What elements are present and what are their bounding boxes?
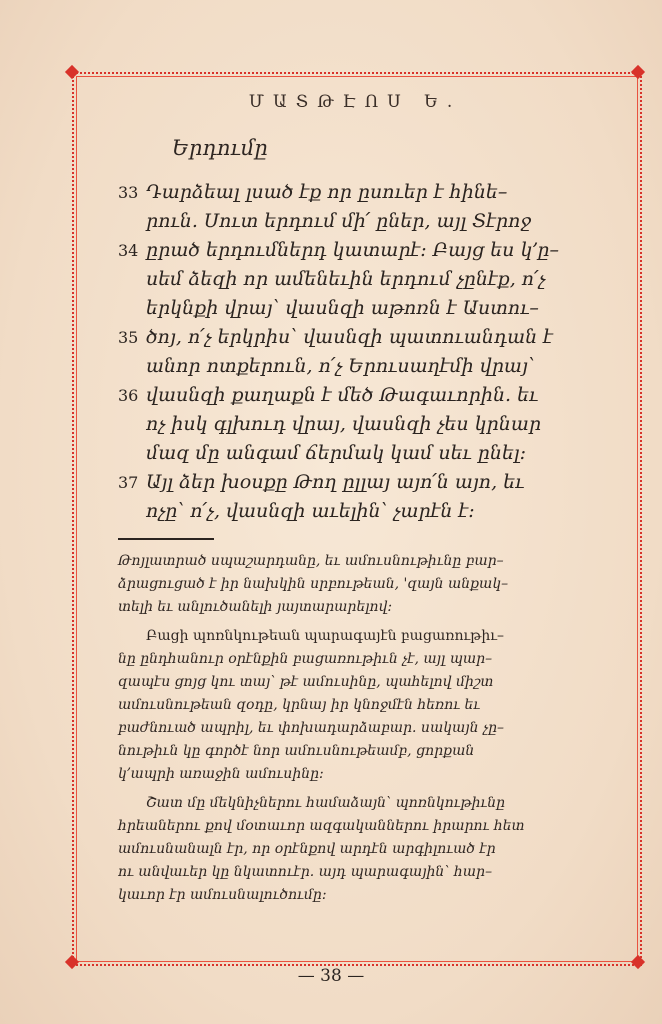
verse-text: ոչը՝ ո՛չ, վասնզի աւելին՝ չարէն է:	[146, 500, 475, 522]
page-number: — 38 —	[297, 966, 365, 986]
verse-number: 37	[118, 473, 139, 492]
verse-number: 34	[118, 241, 139, 260]
footnote-divider	[118, 538, 214, 540]
verse-text: ծոյ, ո՛չ երկրիս՝ վասնզի պատուանդան է	[146, 326, 553, 348]
commentary-line: հրեաներու քով մօտաւոր ազգականներու իրարու հետ	[118, 818, 525, 834]
verse-number: 33	[118, 183, 139, 202]
commentary-line: կաւոր էր ամուսնալուծումը:	[118, 887, 327, 903]
verse-number: 36	[118, 386, 139, 405]
verse-text: րուն. Սուտ երդում մի՛ ըներ, այլ Տէրոջ	[146, 210, 532, 232]
verse-line	[118, 236, 598, 265]
commentary-block	[118, 550, 584, 907]
verse-block	[118, 178, 598, 526]
verse-text: Այլ ձեր խօսքը Թող ըլլայ այո՛ն այո, եւ	[146, 471, 525, 493]
verse-line	[118, 294, 598, 323]
verse-line	[118, 323, 598, 352]
verse-line	[118, 381, 598, 410]
commentary-line: բաժնուած ապրիլ, եւ փոխադարձաբար. սակայն չը–	[118, 720, 504, 736]
verse-text: սեմ ձեզի որ ամենեւին երդում չընէք, ո՛չ	[146, 268, 546, 290]
verse-text: ոչ իսկ գլխուդ վրայ, վասնզի չես կրնար	[146, 413, 542, 435]
verse-line	[118, 207, 598, 236]
verse-number: 35	[118, 328, 139, 347]
commentary-line: նութիւն կը գործէ նոր ամուսնութեամբ, ցորքան	[118, 743, 475, 759]
commentary-line: նը ընդհանուր օրէնքին բացառութիւն չէ, այլ պար–	[118, 651, 493, 667]
commentary-line: տելի եւ անլուծանելի յայտարարելով:	[118, 599, 393, 615]
commentary-line: ամուսնութեան զօդը, կրնայ իր կնոջմէն հեռու եւ	[118, 697, 481, 713]
verse-text: վասնզի քաղաքն է մեծ Թագաւորին. եւ	[146, 384, 539, 406]
commentary-line: ձրացուցած է իր նախկին սրբութեան, 'զայն անքակ–	[118, 576, 509, 592]
verse-line	[118, 439, 598, 468]
section-title: Երդումը	[172, 136, 268, 160]
verse-line	[118, 497, 598, 526]
verse-line	[118, 410, 598, 439]
verse-text: մազ մը անգամ ճերմակ կամ սեւ ընել:	[146, 442, 527, 464]
verse-text: երկնքի վրայ՝ վասնզի աթոռն է Աստու–	[146, 297, 539, 319]
verse-line	[118, 468, 598, 497]
verse-text: անոր ոտքերուն, ո՛չ Երուսաղէմի վրայ՝	[146, 355, 535, 377]
commentary-line: Շատ մը մեկնիչներու համաձայն՝ պոռնկութիւնը	[146, 795, 506, 811]
commentary-line: Թոյլատրած սպաշարդանը, եւ ամուսնութիւնը բար–	[118, 553, 504, 569]
commentary-line: ու անվաւեր կը նկատուէր. այդ պարագային՝ հար–	[118, 864, 493, 880]
commentary-line: զապէս ցոյց կու տայ՝ թէ ամուսինը, պահելով միշտ	[118, 674, 494, 690]
commentary-line: կ՚ապրի առաջին ամուսինը:	[118, 766, 324, 782]
verse-line	[118, 265, 598, 294]
verse-line	[118, 178, 598, 207]
verse-text: ըրած երդումներդ կատարէ: Բայց ես կ՚ը–	[146, 239, 559, 261]
running-head: ՄԱՏԹԷՈՍ Ե.	[248, 92, 462, 112]
commentary-line: ամուսնանալն էր, որ օրէնքով արդէն արգիլուած էր	[118, 841, 496, 857]
verse-line	[118, 352, 598, 381]
commentary-line: Բացի պոռնկութեան պարագայէն բացառութիւ–	[146, 628, 505, 644]
verse-text: Դարձեալ լսած էք որ ըսուեր է հինե–	[146, 181, 508, 203]
